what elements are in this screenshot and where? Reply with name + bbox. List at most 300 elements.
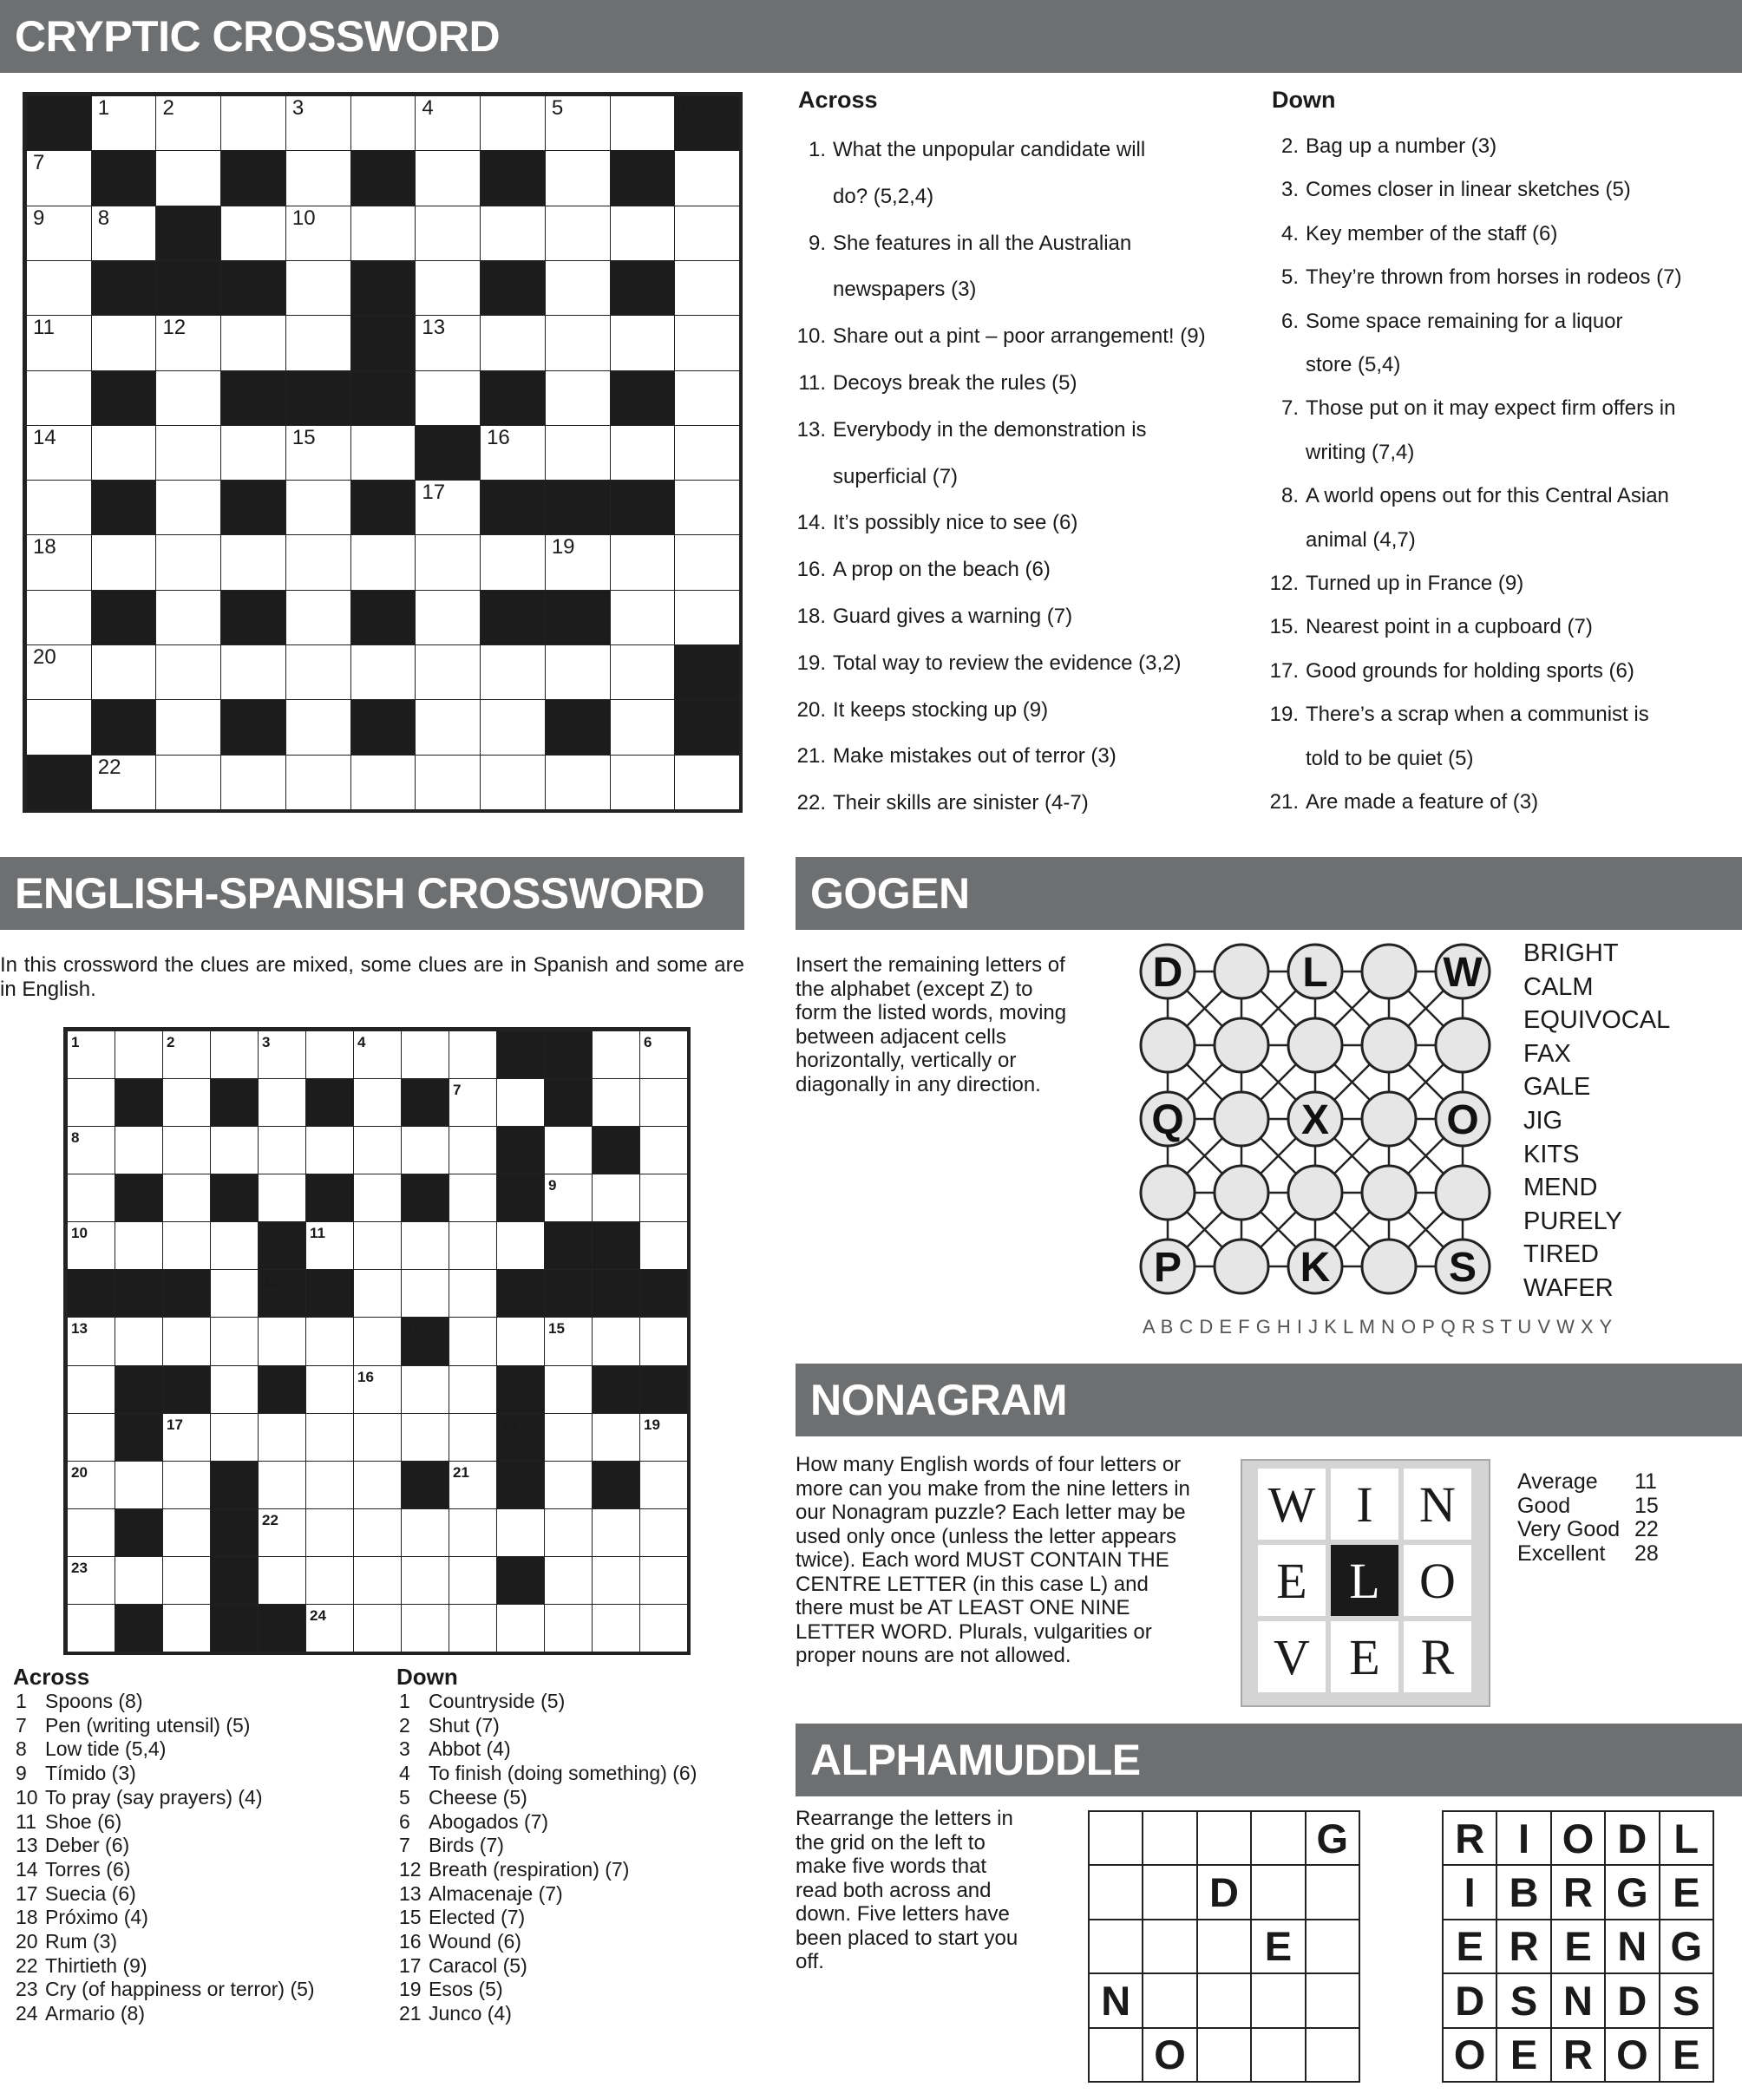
cryptic-cell[interactable] xyxy=(610,755,676,810)
gogen-cell[interactable] xyxy=(1362,1018,1416,1072)
english-spanish-cell[interactable] xyxy=(449,1030,497,1079)
english-spanish-cell[interactable] xyxy=(210,1221,259,1270)
english-spanish-cell[interactable] xyxy=(67,1508,115,1557)
english-spanish-cell[interactable] xyxy=(449,1461,497,1509)
english-spanish-cell[interactable] xyxy=(258,1556,306,1605)
english-spanish-cell[interactable] xyxy=(449,1317,497,1365)
english-spanish-cell[interactable] xyxy=(305,1221,354,1270)
english-spanish-cell[interactable] xyxy=(353,1413,402,1462)
english-spanish-cell[interactable] xyxy=(210,1413,259,1462)
cryptic-cell[interactable] xyxy=(545,315,611,370)
cryptic-cell[interactable] xyxy=(415,699,481,755)
english-spanish-cell[interactable] xyxy=(639,1413,688,1462)
english-spanish-cell[interactable] xyxy=(544,1556,593,1605)
cryptic-cell[interactable] xyxy=(26,590,92,645)
cryptic-cell[interactable] xyxy=(415,480,481,535)
english-spanish-cell[interactable] xyxy=(162,1413,211,1462)
english-spanish-cell[interactable] xyxy=(449,1413,497,1462)
cryptic-down-clue xyxy=(1280,309,1623,333)
cryptic-across-clue xyxy=(796,605,1073,628)
cryptic-cell[interactable] xyxy=(610,315,676,370)
alphamuddle-answer-cell[interactable]: D xyxy=(1196,1864,1252,1920)
cryptic-clue-number: 14 xyxy=(33,425,56,449)
english-spanish-cell[interactable] xyxy=(592,1030,640,1079)
english-spanish-cell[interactable] xyxy=(544,1413,593,1462)
english-spanish-cell[interactable] xyxy=(305,1317,354,1365)
english-spanish-cell[interactable] xyxy=(544,1174,593,1222)
cryptic-cell[interactable] xyxy=(26,260,92,316)
cryptic-cell[interactable] xyxy=(480,425,546,481)
cryptic-cell[interactable] xyxy=(610,644,676,700)
cryptic-cell[interactable] xyxy=(674,534,740,590)
cryptic-cell[interactable] xyxy=(285,644,351,700)
cryptic-cell[interactable] xyxy=(91,95,157,151)
english-spanish-cell[interactable] xyxy=(401,1030,449,1079)
cryptic-cell[interactable] xyxy=(26,315,92,370)
english-spanish-cell[interactable] xyxy=(592,1078,640,1127)
cryptic-cell[interactable] xyxy=(155,150,221,206)
english-spanish-cell[interactable] xyxy=(592,1174,640,1222)
english-spanish-down-clue-text: Junco (4) xyxy=(429,2002,512,2025)
cryptic-cell[interactable] xyxy=(155,534,221,590)
english-spanish-cell[interactable] xyxy=(639,1508,688,1557)
cryptic-cell[interactable] xyxy=(155,425,221,481)
english-spanish-cell[interactable] xyxy=(305,1030,354,1079)
english-spanish-cell[interactable] xyxy=(258,1508,306,1557)
english-spanish-cell[interactable] xyxy=(353,1604,402,1652)
alphamuddle-answer-cell[interactable]: O xyxy=(1142,2027,1197,2083)
english-spanish-black-cell xyxy=(67,1269,115,1318)
cryptic-down-clue-text: told to be quiet (5) xyxy=(1306,746,1474,770)
english-spanish-cell[interactable] xyxy=(639,1461,688,1509)
english-spanish-cell[interactable] xyxy=(353,1030,402,1079)
alphamuddle-answer-cell[interactable] xyxy=(1250,1972,1306,2028)
english-spanish-cell[interactable] xyxy=(449,1556,497,1605)
cryptic-cell[interactable] xyxy=(155,95,221,151)
cryptic-cell[interactable] xyxy=(610,590,676,645)
english-spanish-cell[interactable] xyxy=(639,1078,688,1127)
cryptic-cell[interactable] xyxy=(480,315,546,370)
gogen-cell[interactable] xyxy=(1215,1018,1268,1072)
cryptic-cell[interactable] xyxy=(674,755,740,810)
cryptic-cell[interactable] xyxy=(545,206,611,261)
cryptic-cell[interactable] xyxy=(350,206,416,261)
english-spanish-cell[interactable] xyxy=(210,1030,259,1079)
english-spanish-cell[interactable] xyxy=(401,1126,449,1174)
cryptic-cell[interactable] xyxy=(285,534,351,590)
english-spanish-cell[interactable] xyxy=(449,1604,497,1652)
cryptic-cell[interactable] xyxy=(674,425,740,481)
cryptic-cell[interactable] xyxy=(220,644,286,700)
cryptic-cell[interactable] xyxy=(610,534,676,590)
cryptic-cell[interactable] xyxy=(610,95,676,151)
cryptic-cell[interactable] xyxy=(285,755,351,810)
cryptic-clue-number: 12 xyxy=(162,316,187,340)
english-spanish-cell[interactable] xyxy=(258,1126,306,1174)
cryptic-black-cell xyxy=(545,699,611,755)
english-spanish-cell[interactable] xyxy=(305,1365,354,1414)
gogen-cell[interactable] xyxy=(1288,1166,1342,1220)
english-spanish-cell[interactable] xyxy=(305,1556,354,1605)
english-spanish-cell[interactable] xyxy=(162,1508,211,1557)
english-spanish-cell[interactable] xyxy=(67,1365,115,1414)
cryptic-cell[interactable] xyxy=(285,315,351,370)
english-spanish-cell[interactable] xyxy=(496,1508,545,1557)
english-spanish-down-clue-number: 3 xyxy=(399,1737,410,1761)
cryptic-cell[interactable] xyxy=(285,260,351,316)
english-spanish-cell[interactable] xyxy=(544,1126,593,1174)
english-spanish-cell[interactable] xyxy=(449,1174,497,1222)
cryptic-cell[interactable] xyxy=(155,699,221,755)
cryptic-cell[interactable] xyxy=(220,534,286,590)
cryptic-cell[interactable] xyxy=(155,644,221,700)
english-spanish-cell[interactable] xyxy=(258,1413,306,1462)
cryptic-cell[interactable] xyxy=(91,425,157,481)
english-spanish-cell[interactable] xyxy=(401,1221,449,1270)
cryptic-cell[interactable] xyxy=(350,644,416,700)
cryptic-cell[interactable] xyxy=(155,370,221,426)
cryptic-cell[interactable] xyxy=(26,480,92,535)
english-spanish-cell[interactable] xyxy=(305,1126,354,1174)
english-spanish-cell[interactable] xyxy=(401,1556,449,1605)
gogen-cell[interactable] xyxy=(1215,1166,1268,1220)
english-spanish-cell[interactable] xyxy=(449,1221,497,1270)
english-spanish-cell[interactable] xyxy=(67,1030,115,1079)
cryptic-cell[interactable] xyxy=(545,150,611,206)
cryptic-cell[interactable] xyxy=(220,206,286,261)
english-spanish-down-clue xyxy=(399,1834,504,1858)
gogen-cell[interactable] xyxy=(1141,1018,1195,1072)
cryptic-cell[interactable] xyxy=(415,260,481,316)
english-spanish-cell[interactable] xyxy=(67,1126,115,1174)
english-spanish-cell[interactable] xyxy=(258,1317,306,1365)
alphamuddle-answer-cell[interactable] xyxy=(1142,1864,1197,1920)
english-spanish-cell[interactable] xyxy=(353,1126,402,1174)
english-spanish-cell[interactable] xyxy=(449,1365,497,1414)
english-spanish-cell[interactable] xyxy=(210,1365,259,1414)
english-spanish-cell[interactable] xyxy=(162,1078,211,1127)
english-spanish-cell[interactable] xyxy=(210,1317,259,1365)
gogen-cell[interactable] xyxy=(1436,1018,1490,1072)
english-spanish-cell[interactable] xyxy=(162,1030,211,1079)
english-spanish-cell[interactable] xyxy=(353,1078,402,1127)
cryptic-cell[interactable] xyxy=(26,370,92,426)
english-spanish-cell[interactable] xyxy=(305,1604,354,1652)
cryptic-cell[interactable] xyxy=(415,95,481,151)
cryptic-cell[interactable] xyxy=(415,150,481,206)
cryptic-cell[interactable] xyxy=(415,315,481,370)
cryptic-cell[interactable] xyxy=(26,425,92,481)
cryptic-clue-number: 18 xyxy=(33,535,56,559)
cryptic-cell[interactable] xyxy=(545,534,611,590)
cryptic-cell[interactable] xyxy=(674,480,740,535)
cryptic-clue-number: 20 xyxy=(33,645,56,670)
cryptic-cell[interactable] xyxy=(545,425,611,481)
nonagram-rating-value: 28 xyxy=(1634,1541,1659,1566)
english-spanish-down-clue xyxy=(399,1978,503,2002)
english-spanish-down-clue xyxy=(399,1786,527,1810)
english-spanish-cell[interactable] xyxy=(353,1365,402,1414)
cryptic-cell[interactable] xyxy=(415,590,481,645)
english-spanish-cell[interactable] xyxy=(401,1413,449,1462)
cryptic-cell[interactable] xyxy=(545,260,611,316)
english-spanish-cell[interactable] xyxy=(401,1508,449,1557)
english-spanish-cell[interactable] xyxy=(353,1317,402,1365)
english-spanish-cell[interactable] xyxy=(639,1556,688,1605)
cryptic-cell[interactable] xyxy=(415,644,481,700)
cryptic-cell[interactable] xyxy=(220,315,286,370)
cryptic-cell[interactable] xyxy=(285,699,351,755)
english-spanish-cell[interactable] xyxy=(162,1174,211,1222)
cryptic-cell[interactable] xyxy=(285,150,351,206)
cryptic-cell[interactable] xyxy=(285,425,351,481)
english-spanish-cell[interactable] xyxy=(639,1174,688,1222)
cryptic-cell[interactable] xyxy=(220,425,286,481)
english-spanish-cell[interactable] xyxy=(449,1126,497,1174)
cryptic-cell[interactable] xyxy=(480,206,546,261)
english-spanish-cell[interactable] xyxy=(639,1126,688,1174)
english-spanish-cell[interactable] xyxy=(67,1221,115,1270)
english-spanish-down-clue-number: 5 xyxy=(399,1785,410,1809)
cryptic-cell[interactable] xyxy=(610,699,676,755)
english-spanish-cell[interactable] xyxy=(67,1174,115,1222)
alphamuddle-answer-cell[interactable] xyxy=(1305,2027,1360,2083)
gogen-cell[interactable] xyxy=(1215,1240,1268,1293)
english-spanish-cell[interactable] xyxy=(115,1030,163,1079)
alphamuddle-answer-cell[interactable] xyxy=(1088,1810,1143,1866)
alphamuddle-answer-cell[interactable] xyxy=(1142,1810,1197,1866)
english-spanish-cell[interactable] xyxy=(162,1221,211,1270)
english-spanish-cell[interactable] xyxy=(496,1604,545,1652)
cryptic-black-cell xyxy=(91,480,157,535)
english-spanish-cell[interactable] xyxy=(353,1269,402,1318)
english-spanish-cell[interactable] xyxy=(592,1508,640,1557)
cryptic-cell[interactable] xyxy=(220,95,286,151)
alphamuddle-answer-cell[interactable]: E xyxy=(1250,1919,1306,1974)
alphamuddle-answer-cell[interactable] xyxy=(1142,1919,1197,1974)
cryptic-cell[interactable] xyxy=(220,755,286,810)
english-spanish-cell[interactable] xyxy=(67,1604,115,1652)
alphamuddle-letters-cell: D xyxy=(1604,1810,1660,1866)
english-spanish-cell[interactable] xyxy=(210,1126,259,1174)
alphamuddle-answer-cell[interactable] xyxy=(1305,1864,1360,1920)
english-spanish-cell[interactable] xyxy=(544,1508,593,1557)
cryptic-cell[interactable] xyxy=(155,755,221,810)
cryptic-cell[interactable] xyxy=(26,699,92,755)
cryptic-cell[interactable] xyxy=(545,755,611,810)
english-spanish-cell[interactable] xyxy=(592,1317,640,1365)
alphamuddle-instructions: Rearrange the letters in the grid on the left to make five words that read both across and down. Five letters have been placed to start you off. xyxy=(796,1807,1018,1973)
english-spanish-cell[interactable] xyxy=(210,1269,259,1318)
gogen-banner xyxy=(796,857,1742,930)
english-spanish-cell[interactable] xyxy=(353,1174,402,1222)
english-spanish-cell[interactable] xyxy=(353,1461,402,1509)
english-spanish-cell[interactable] xyxy=(544,1365,593,1414)
cryptic-cell[interactable] xyxy=(415,755,481,810)
alphamuddle-answer-cell[interactable]: N xyxy=(1088,1972,1143,2028)
english-spanish-cell[interactable] xyxy=(544,1461,593,1509)
english-spanish-black-cell xyxy=(305,1078,354,1127)
gogen-cell[interactable] xyxy=(1215,1092,1268,1146)
english-spanish-across-clue xyxy=(16,1714,250,1738)
english-spanish-cell[interactable] xyxy=(496,1317,545,1365)
cryptic-cell[interactable] xyxy=(91,644,157,700)
english-spanish-cell[interactable] xyxy=(67,1413,115,1462)
cryptic-black-cell xyxy=(26,95,92,151)
alphamuddle-answer-cell[interactable] xyxy=(1196,1810,1252,1866)
english-spanish-cell[interactable] xyxy=(544,1604,593,1652)
cryptic-black-cell xyxy=(220,480,286,535)
gogen-cell[interactable] xyxy=(1362,945,1416,998)
cryptic-cell[interactable] xyxy=(674,260,740,316)
gogen-cell[interactable] xyxy=(1288,1018,1342,1072)
cryptic-down-clue-number: 15. xyxy=(1269,615,1299,639)
cryptic-cell[interactable] xyxy=(415,534,481,590)
english-spanish-clue-number: 2 xyxy=(167,1034,175,1050)
cryptic-cell[interactable] xyxy=(285,590,351,645)
nonagram-ratings xyxy=(1517,1470,1659,1566)
gogen-cell[interactable] xyxy=(1436,1166,1490,1220)
cryptic-cell[interactable] xyxy=(480,699,546,755)
english-spanish-cell[interactable] xyxy=(162,1461,211,1509)
cryptic-cell[interactable] xyxy=(545,370,611,426)
english-spanish-cell[interactable] xyxy=(258,1078,306,1127)
english-spanish-cell[interactable] xyxy=(305,1413,354,1462)
cryptic-cell[interactable] xyxy=(674,370,740,426)
cryptic-cell[interactable] xyxy=(545,644,611,700)
cryptic-cell[interactable] xyxy=(91,315,157,370)
english-spanish-cell[interactable] xyxy=(401,1365,449,1414)
english-spanish-cell[interactable] xyxy=(67,1078,115,1127)
english-spanish-across-clue-number: 7 xyxy=(16,1713,27,1737)
cryptic-cell[interactable] xyxy=(26,150,92,206)
cryptic-cell[interactable] xyxy=(415,370,481,426)
cryptic-cell[interactable] xyxy=(26,206,92,261)
cryptic-cell[interactable] xyxy=(91,755,157,810)
gogen-cell[interactable] xyxy=(1362,1240,1416,1293)
alphamuddle-answer-cell[interactable] xyxy=(1250,2027,1306,2083)
english-spanish-cell[interactable] xyxy=(258,1174,306,1222)
english-spanish-cell[interactable] xyxy=(258,1461,306,1509)
english-spanish-cell[interactable] xyxy=(162,1126,211,1174)
english-spanish-cell[interactable] xyxy=(639,1221,688,1270)
cryptic-cell[interactable] xyxy=(674,150,740,206)
cryptic-cell[interactable] xyxy=(350,755,416,810)
cryptic-cell[interactable] xyxy=(285,95,351,151)
english-spanish-cell[interactable] xyxy=(449,1508,497,1557)
english-spanish-cell[interactable] xyxy=(639,1317,688,1365)
cryptic-cell[interactable] xyxy=(91,534,157,590)
english-spanish-cell[interactable] xyxy=(67,1317,115,1365)
gogen-cell[interactable] xyxy=(1215,945,1268,998)
cryptic-cell[interactable] xyxy=(415,206,481,261)
cryptic-cell[interactable] xyxy=(350,534,416,590)
cryptic-cell[interactable] xyxy=(480,644,546,700)
english-spanish-cell[interactable] xyxy=(353,1556,402,1605)
english-spanish-cell[interactable] xyxy=(592,1413,640,1462)
alphamuddle-answer-cell[interactable] xyxy=(1088,1864,1143,1920)
english-spanish-black-cell xyxy=(544,1269,593,1318)
english-spanish-cell[interactable] xyxy=(115,1556,163,1605)
english-spanish-cell[interactable] xyxy=(639,1030,688,1079)
english-spanish-cell[interactable] xyxy=(162,1556,211,1605)
alphamuddle-answer-cell[interactable] xyxy=(1196,2027,1252,2083)
english-spanish-cell[interactable] xyxy=(162,1604,211,1652)
english-spanish-cell[interactable] xyxy=(353,1508,402,1557)
cryptic-cell[interactable] xyxy=(285,480,351,535)
alphamuddle-answer-cell[interactable] xyxy=(1088,2027,1143,2083)
cryptic-cell[interactable] xyxy=(155,590,221,645)
english-spanish-cell[interactable] xyxy=(639,1604,688,1652)
alphamuddle-answer-cell[interactable] xyxy=(1250,1810,1306,1866)
cryptic-cell[interactable] xyxy=(155,315,221,370)
english-spanish-cell[interactable] xyxy=(449,1269,497,1318)
english-spanish-cell[interactable] xyxy=(115,1126,163,1174)
cryptic-cell[interactable] xyxy=(480,534,546,590)
english-spanish-cell[interactable] xyxy=(162,1317,211,1365)
cryptic-cell[interactable] xyxy=(26,534,92,590)
alphamuddle-answer-cell[interactable]: G xyxy=(1305,1810,1360,1866)
cryptic-cell[interactable] xyxy=(674,206,740,261)
english-spanish-cell[interactable] xyxy=(67,1556,115,1605)
english-spanish-cell[interactable] xyxy=(592,1604,640,1652)
cryptic-cell[interactable] xyxy=(26,644,92,700)
english-spanish-cell[interactable] xyxy=(353,1221,402,1270)
english-spanish-cell[interactable] xyxy=(305,1461,354,1509)
english-spanish-cell[interactable] xyxy=(496,1078,545,1127)
alphamuddle-answer-cell[interactable] xyxy=(1250,1864,1306,1920)
cryptic-cell[interactable] xyxy=(155,480,221,535)
english-spanish-across-clue xyxy=(16,1690,143,1714)
english-spanish-cell[interactable] xyxy=(544,1317,593,1365)
cryptic-cell[interactable] xyxy=(610,206,676,261)
cryptic-cell[interactable] xyxy=(674,590,740,645)
english-spanish-cell[interactable] xyxy=(305,1508,354,1557)
alphamuddle-answer-cell[interactable] xyxy=(1196,1919,1252,1974)
english-spanish-cell[interactable] xyxy=(401,1604,449,1652)
gogen-cell[interactable] xyxy=(1362,1166,1416,1220)
english-spanish-cell[interactable] xyxy=(67,1461,115,1509)
cryptic-cell[interactable] xyxy=(610,425,676,481)
english-spanish-cell[interactable] xyxy=(115,1461,163,1509)
cryptic-down-clue xyxy=(1306,354,1400,376)
english-spanish-across-clue-text: Torres (6) xyxy=(45,1857,131,1881)
english-spanish-cell[interactable] xyxy=(115,1221,163,1270)
alphamuddle-answer-cell[interactable] xyxy=(1088,1919,1143,1974)
alphamuddle-answer-cell[interactable] xyxy=(1305,1972,1360,2028)
english-spanish-cell[interactable] xyxy=(496,1221,545,1270)
english-spanish-cell[interactable] xyxy=(401,1269,449,1318)
gogen-cell[interactable] xyxy=(1362,1092,1416,1146)
alphamuddle-answer-cell[interactable] xyxy=(1142,1972,1197,2028)
cryptic-cell[interactable] xyxy=(480,755,546,810)
cryptic-cell[interactable] xyxy=(350,425,416,481)
cryptic-cell[interactable] xyxy=(674,315,740,370)
cryptic-cell[interactable] xyxy=(350,95,416,151)
english-spanish-cell[interactable] xyxy=(115,1317,163,1365)
cryptic-cell[interactable] xyxy=(545,95,611,151)
alphamuddle-answer-cell[interactable] xyxy=(1305,1919,1360,1974)
cryptic-cell[interactable] xyxy=(91,206,157,261)
english-spanish-cell[interactable] xyxy=(449,1078,497,1127)
alphamuddle-answer-cell[interactable] xyxy=(1196,1972,1252,2028)
english-spanish-cell[interactable] xyxy=(258,1030,306,1079)
gogen-cell[interactable] xyxy=(1141,1166,1195,1220)
cryptic-cell[interactable] xyxy=(480,95,546,151)
cryptic-cell[interactable] xyxy=(285,206,351,261)
english-spanish-cell[interactable] xyxy=(592,1556,640,1605)
english-spanish-black-cell xyxy=(210,1604,259,1652)
